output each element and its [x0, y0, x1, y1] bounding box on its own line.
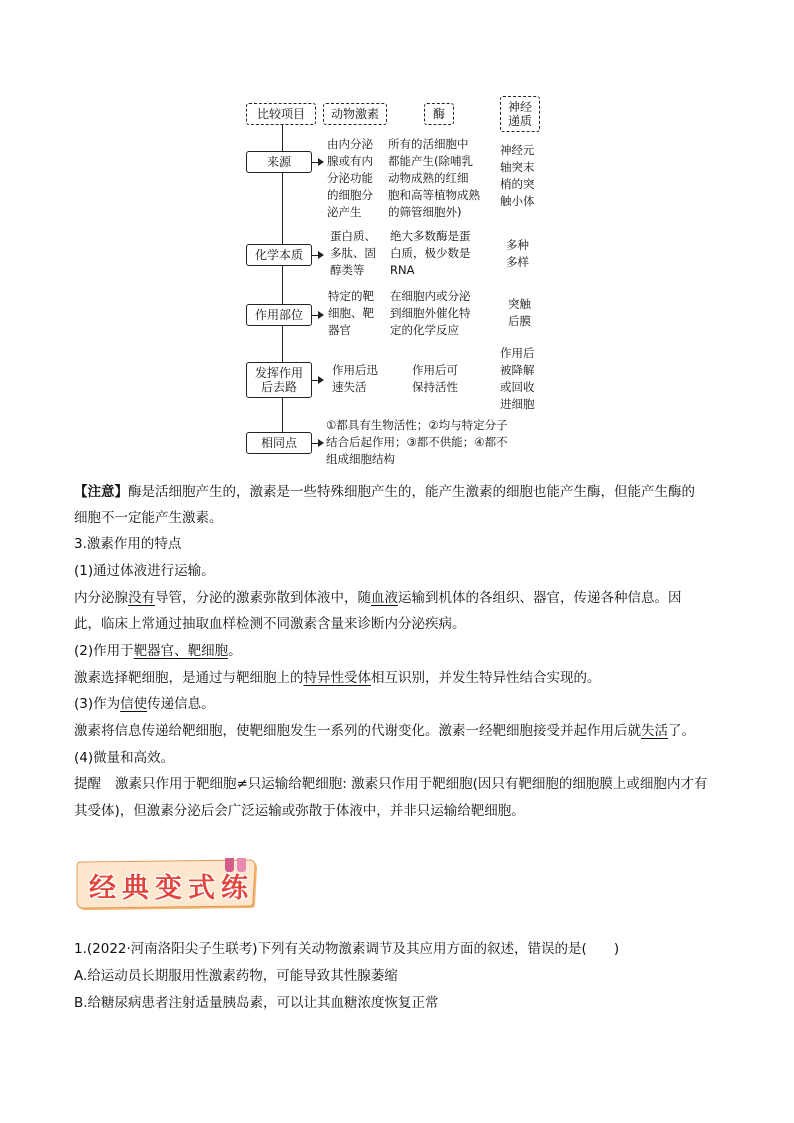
row-chemical-neuro	[506, 237, 529, 271]
line: 的筛管细胞外)	[388, 205, 462, 219]
line: 在细胞内或分泌	[390, 289, 471, 303]
row-chemical-hormone	[330, 228, 376, 279]
arrow-head-site	[318, 311, 324, 319]
row-label-chemical-text: 化学本质	[254, 247, 303, 262]
text: (3)作为	[74, 696, 121, 712]
line: 保持活性	[412, 380, 458, 394]
line: 白质，极少数是	[390, 246, 471, 260]
row-label-site-text: 作用部位	[254, 307, 303, 322]
row-fate-neuro	[500, 345, 535, 413]
point3-body	[74, 721, 734, 741]
line: ①都具有生物活性；②均与特定分子	[326, 418, 508, 432]
point3-title	[74, 694, 734, 714]
option-b	[74, 993, 734, 1013]
row-label-source-text: 来源	[266, 154, 291, 169]
line: 或回收	[500, 380, 535, 394]
header-enzyme-text: 酶	[432, 106, 445, 121]
header-neuro-line2: 递质	[507, 114, 532, 128]
line: 定的化学反应	[390, 323, 459, 337]
text: 激素将信息传递给靶细胞，使靶细胞发生一系列的代谢变化。激素一经靶细胞接受并起作用后就	[74, 723, 641, 739]
line: 腺或有内	[327, 154, 373, 168]
line: 多样	[506, 255, 529, 269]
underlined-text: 没有	[128, 590, 155, 606]
line: 器官	[328, 323, 351, 337]
text: 激素选择靶细胞，是通过与靶细胞上的	[74, 670, 304, 686]
point2-body	[74, 668, 734, 688]
row-label-common-text: 相同点	[260, 435, 297, 450]
line: 泌产生	[327, 205, 362, 219]
line: 作用后迅	[332, 363, 378, 377]
line: 结合后起作用；③都不供能；④都不	[326, 435, 508, 449]
text: (2)作用于	[74, 643, 134, 659]
line: 都能产生(除哺乳	[388, 154, 473, 168]
arrow-head-fate	[318, 376, 324, 384]
line: 作用后可	[412, 363, 458, 377]
line: 特定的靶	[328, 289, 374, 303]
row-site-enzyme	[390, 288, 471, 339]
tip-label: 提醒	[74, 776, 101, 792]
line: 绝大多数酶是蛋	[390, 229, 471, 243]
header-compare	[246, 103, 316, 125]
point1-title-text: (1)通过体液进行运输。	[74, 563, 215, 579]
line: 由内分泌	[327, 137, 373, 151]
note-tag: 【注意】	[74, 484, 128, 500]
section3-title	[74, 534, 734, 554]
line: 分泌功能	[327, 171, 373, 185]
banner-title: 经典变式练	[89, 873, 254, 904]
row-fate-hormone	[332, 362, 378, 396]
header-animal-hormone	[323, 103, 387, 125]
row-chemical-enzyme	[390, 228, 471, 279]
text: A.给运动员长期服用性激素药物，可能导致其性腺萎缩	[74, 968, 398, 984]
header-neurotransmitter	[500, 96, 540, 132]
line: 多肽、固	[330, 246, 376, 260]
text: 此，临床上常通过抽取血样检测不同激素含量来诊断内分泌疾病。	[74, 616, 466, 632]
line: 触小体	[500, 194, 535, 208]
row-site-hormone	[328, 288, 374, 339]
text: 运输到机体的各组织、器官，传递各种信息。因	[398, 590, 682, 606]
line: 轴突末	[500, 160, 535, 174]
row-common-text	[326, 417, 508, 468]
header-enzyme	[424, 103, 454, 125]
line: 神经元	[500, 143, 535, 157]
header-animal-hormone-text: 动物激素	[330, 106, 379, 121]
text: 内分泌腺	[74, 590, 128, 606]
row-label-chemical	[246, 244, 312, 266]
row-label-common	[246, 432, 312, 454]
row-label-source	[246, 151, 312, 173]
underlined-text: 靶器官、靶细胞	[133, 643, 229, 659]
text: 传递信息。	[147, 696, 215, 712]
option-a	[74, 966, 734, 986]
line: 胞和高等植物成熟	[388, 188, 480, 202]
row-label-fate	[246, 362, 312, 398]
text: (4)微量和高效。	[74, 750, 175, 766]
underlined-text: 失活	[641, 723, 668, 739]
text: 其受体)，但激素分泌后会广泛运输或弥散于体液中，并非只运输给靶细胞。	[74, 803, 525, 819]
text: 。	[228, 643, 242, 659]
point1-line1	[74, 588, 734, 608]
line: 细胞、靶	[328, 306, 374, 320]
line: 被降解	[500, 363, 535, 377]
text: 相互识别，并发生特异性结合实现的。	[371, 670, 601, 686]
row-fate-enzyme	[412, 362, 458, 396]
line: 所有的活细胞中	[388, 137, 469, 151]
line: 后膜	[508, 314, 531, 328]
arrow-head-chemical	[318, 251, 324, 259]
text: 1.(2022·河南洛阳尖子生联考)下列有关动物激素调节及其应用方面的叙述，错误的是( )	[74, 941, 620, 957]
section-banner	[75, 858, 261, 910]
note-line2: 细胞不一定能产生激素。	[74, 510, 223, 526]
note-line1: 酶是活细胞产生的，激素是一些特殊细胞产生的，能产生激素的细胞也能产生酶，但能产生酶的	[128, 484, 695, 500]
text: 了。	[668, 723, 695, 739]
header-neuro-line1: 神经	[507, 99, 532, 114]
note-paragraph	[74, 482, 734, 502]
line: 作用后	[500, 346, 535, 360]
row-label-fate-line2: 后去路	[260, 380, 297, 394]
question-stem	[74, 939, 734, 959]
row-source-hormone	[327, 136, 373, 221]
text: 导管，分泌的激素弥散到体液中，随	[155, 590, 371, 606]
point1-line2	[74, 614, 734, 634]
line: 蛋白质、	[330, 229, 376, 243]
line: 梢的突	[500, 177, 535, 191]
point2-title	[74, 641, 734, 661]
text: B.给糖尿病患者注射适量胰岛素，可以让其血糖浓度恢复正常	[74, 995, 439, 1011]
line: 多种	[506, 238, 529, 252]
underlined-text: 血液	[371, 590, 398, 606]
tip-line1	[74, 774, 734, 794]
line: 速失活	[332, 380, 367, 394]
text: 激素只作用于靶细胞≠只运输给靶细胞: 激素只作用于靶细胞(因只有靶细胞的细胞膜上或细胞内才有	[115, 776, 708, 792]
point4-title	[74, 748, 734, 768]
underlined-text: 特异性受体	[303, 670, 371, 686]
line: 醇类等	[330, 263, 365, 277]
line: 动物成熟的红细	[388, 171, 469, 185]
note-paragraph-cont	[74, 508, 734, 528]
underlined-text: 信使	[120, 696, 148, 712]
row-site-neuro	[508, 296, 531, 330]
section3-title-text: 3.激素作用的特点	[74, 536, 182, 552]
line: 组成细胞结构	[326, 452, 395, 466]
row-label-site	[246, 304, 312, 326]
header-compare-text: 比较项目	[256, 106, 305, 121]
row-source-enzyme	[388, 136, 480, 221]
line: RNA	[390, 263, 415, 277]
line: 突触	[508, 297, 531, 311]
row-source-neuro	[500, 142, 535, 210]
line: 进细胞	[500, 397, 535, 411]
tip-line2	[74, 801, 734, 821]
line: 的细胞分	[327, 188, 373, 202]
arrow-head-source	[318, 158, 324, 166]
arrow-head-common	[318, 439, 324, 447]
point1-title	[74, 561, 734, 581]
line: 到细胞外催化特	[390, 306, 471, 320]
row-label-fate-line1: 发挥作用	[254, 365, 303, 380]
